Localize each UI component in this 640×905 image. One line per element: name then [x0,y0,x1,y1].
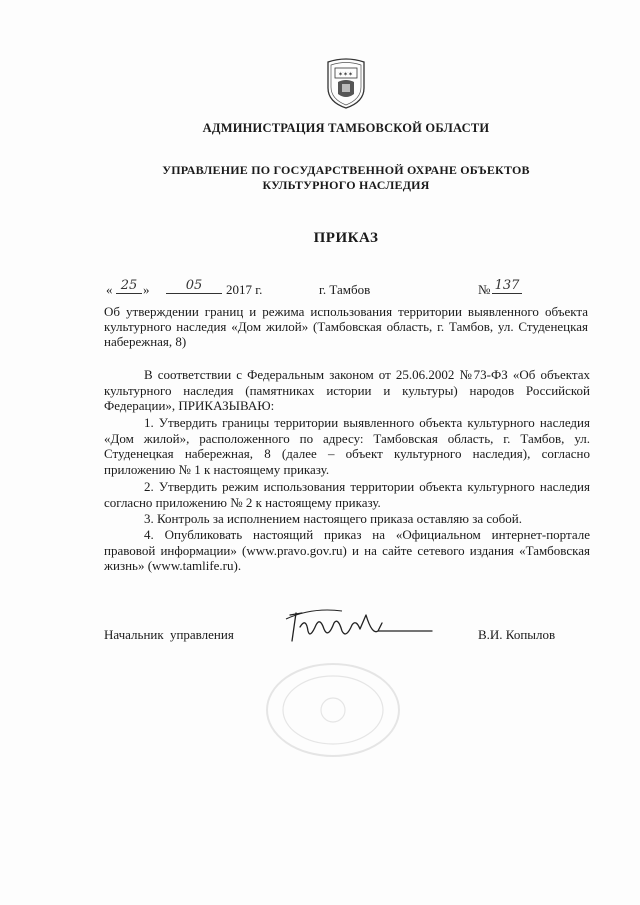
dept-title-line2: КУЛЬТУРНОГО НАСЛЕДИЯ [262,178,430,192]
order-number-label: № [478,282,491,297]
order-subject: Об утверждении границ и режима использования территории выявленного объекта культурного наследия «Дом жилой» (Тамбовская область, г. Тамбов, ул. Студенецкая набережная, 8) [104,304,588,349]
date-close-quote: » [143,282,150,297]
body-item-4: 4. Опубликовать настоящий приказ на «Официальном интернет-портале правовой информации» (www.pravo.gov.ru) и на сайте сетевого издания «Тамбовская жизнь» (www.tamlife.ru). [104,527,590,573]
body-item-3: 3. Контроль за исполнением настоящего приказа оставляю за собой. [144,511,522,526]
order-number: 137 [492,278,522,294]
dept-title-line1: УПРАВЛЕНИЕ ПО ГОСУДАРСТВЕННОЙ ОХРАНЕ ОБЪЕКТОВ [162,163,530,177]
date-open-quote: « [106,282,113,297]
document-title: ПРИКАЗ [313,230,379,246]
date-city: г. Тамбов [319,282,371,297]
body-intro: В соответствии с Федеральным законом от 25.06.2002 №73-ФЗ «Об объектах культурного наследия (памятниках истории и культуры) народов Российской Федерации», ПРИКАЗЫВАЮ: [104,367,590,413]
body-item-2: 2. Утвердить режим использования территории объекта культурного наследия согласно приложению № 2 к настоящему приказу. [104,479,590,510]
svg-text:✶✶✶: ✶✶✶ [338,71,354,78]
date-day: 25 [116,278,142,294]
signatory-role: Начальник управления [104,627,234,642]
org-title: АДМИНИСТРАЦИЯ ТАМБОВСКОЙ ОБЛАСТИ [202,121,490,135]
handwritten-signature-icon [282,605,442,651]
signatory-name: В.И. Копылов [478,627,556,642]
faint-seal-icon [262,660,404,760]
date-month: 05 [166,278,222,294]
coat-of-arms-icon [326,58,366,110]
date-year: 2017 г. [226,282,263,297]
body-item-1: 1. Утвердить границы территории выявленного объекта культурного наследия «Дом жилой», расположенного по адресу: Тамбовская область, г. Тамбов, ул. Студенецкая набережная, 8 (далее – объект культурного наследия), согласно приложению № 1 к настоящему приказу. [104,415,590,477]
